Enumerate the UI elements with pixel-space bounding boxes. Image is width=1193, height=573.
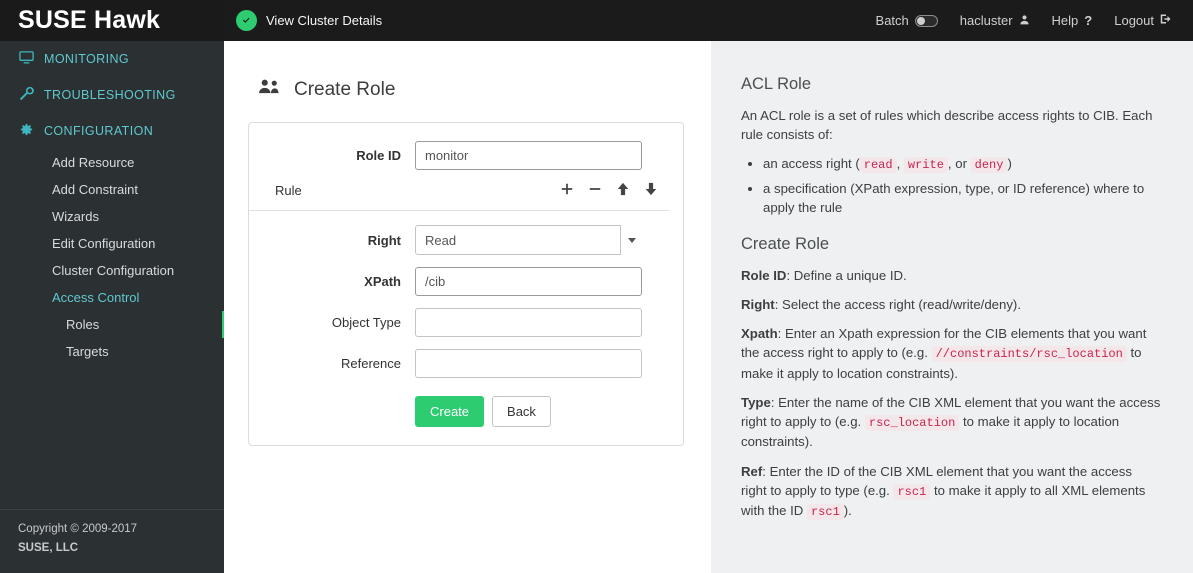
arrow-down-icon[interactable] (644, 182, 658, 198)
role-id-row (249, 141, 669, 170)
app-brand[interactable]: SUSE Hawk (18, 6, 161, 34)
form-actions (249, 396, 669, 427)
logout-button[interactable] (1103, 0, 1183, 41)
object-type-row (249, 308, 669, 337)
reference-input[interactable] (415, 349, 642, 378)
help-acl-intro: An ACL role is a set of rules which describe access rights to CIB. Each rule consists of: (741, 108, 1153, 143)
toggle-icon[interactable] (915, 15, 938, 27)
rule-row (249, 182, 669, 211)
create-button[interactable]: Create (415, 396, 484, 427)
user-menu[interactable] (949, 0, 1041, 41)
role-id-input[interactable] (415, 141, 642, 170)
minus-icon[interactable] (588, 182, 602, 198)
copyright-line: Copyright © 2009-2017 (18, 523, 138, 536)
help-acl-bullet-1 (763, 154, 1161, 174)
sidebar-section-troubleshooting-label: TROUBLESHOOTING (44, 88, 176, 102)
sidebar-section-configuration-label: CONFIGURATION (44, 124, 154, 138)
object-type-label: Object Type (331, 315, 401, 330)
xpath-input[interactable] (415, 267, 642, 296)
help-acl-list (741, 154, 1161, 217)
sidebar-section-configuration[interactable] (0, 113, 224, 149)
bullet1-prefix: an access right ( (763, 156, 860, 172)
sidebar-item-roles[interactable]: Roles (0, 311, 224, 338)
help-ref-desc-b: to make it apply to all XML elements with the ID (741, 482, 1146, 519)
help-ref-desc-c: ). (843, 503, 852, 519)
back-button[interactable]: Back (492, 396, 551, 427)
help-ref-code-1: rsc1 (893, 484, 930, 500)
help-xpath-term: Xpath (741, 326, 778, 342)
main-content (224, 41, 711, 573)
bullet1-sep1: , (896, 156, 904, 172)
sidebar-section-troubleshooting[interactable] (0, 77, 224, 113)
help-right (741, 295, 1161, 314)
user-label: hacluster (959, 13, 1013, 28)
role-id-label: Role ID (356, 148, 401, 163)
bullet1-write-code: write (904, 157, 948, 173)
logout-label: Logout (1114, 13, 1154, 28)
help-xpath-code: //constraints/rsc_location (932, 346, 1127, 362)
logout-icon (1160, 0, 1172, 41)
sidebar-item-wizards[interactable]: Wizards (52, 209, 99, 224)
page-title-label: Create Role (294, 78, 396, 100)
sidebar-section-monitoring[interactable] (0, 41, 224, 77)
batch-toggle[interactable] (865, 0, 949, 41)
right-select[interactable] (415, 225, 642, 255)
right-row (249, 225, 669, 255)
help-ref-term: Ref (741, 463, 763, 479)
help-acl-bullet-2: • a specification (XPath expression, type, or ID reference) where to apply the rule (763, 179, 1161, 217)
view-cluster-details-label: View Cluster Details (266, 13, 383, 28)
rule-label: Rule (275, 182, 302, 198)
arrow-up-icon[interactable] (616, 182, 630, 198)
question-icon: ? (1084, 13, 1093, 28)
xpath-label: XPath (364, 274, 401, 289)
bullet1-suffix: ) (1007, 156, 1012, 172)
help-menu[interactable] (1041, 0, 1104, 41)
company-line: SUSE, LLC (18, 541, 79, 554)
page-title (258, 77, 687, 102)
monitor-icon (18, 50, 34, 68)
help-roleid (741, 266, 1161, 285)
create-role-panel (248, 122, 684, 446)
xpath-row (249, 267, 669, 296)
help-panel (711, 41, 1193, 573)
sidebar-item-access-control[interactable]: Access Control (52, 290, 140, 305)
help-roleid-desc: : Define a unique ID. (786, 267, 907, 283)
help-right-desc: : Select the access right (read/write/deny). (774, 297, 1021, 313)
help-type-code: rsc_location (865, 415, 959, 431)
help-xpath-desc-b: to make it apply to location constraints). (741, 345, 1142, 381)
sidebar-item-add-resource[interactable]: Add Resource (52, 155, 135, 170)
help-xpath-desc-a: : Enter an Xpath expression for the CIB elements that you want the access right to apply to (e.g. (741, 326, 1147, 361)
help-type-desc-b: to make it apply to location constraints). (741, 414, 1120, 450)
sidebar-item-add-constraint[interactable]: Add Constraint (52, 182, 138, 197)
sidebar-footer (0, 509, 224, 573)
help-ref-code-2: rsc1 (807, 504, 844, 520)
help-label: Help (1051, 13, 1079, 28)
right-select-wrap (415, 225, 642, 255)
batch-label: Batch (875, 13, 909, 28)
reference-label: Reference (341, 356, 401, 371)
sidebar-item-targets[interactable]: Targets (66, 344, 109, 359)
help-ref (741, 462, 1161, 522)
wrench-icon (18, 86, 34, 104)
help-create-heading: Create Role (741, 234, 830, 253)
top-bar (0, 0, 1193, 41)
gear-icon (18, 122, 34, 140)
sidebar-item-edit-configuration[interactable]: Edit Configuration (52, 236, 156, 251)
sidebar-item-cluster-configuration[interactable]: Cluster Configuration (52, 263, 175, 278)
reference-row (249, 349, 669, 378)
sidebar-section-monitoring-label: MONITORING (44, 52, 130, 66)
rule-button-group (560, 182, 669, 198)
bullet1-deny-code: deny (971, 157, 1008, 173)
bullet1-read-code: read (860, 157, 897, 173)
user-icon (1019, 0, 1030, 41)
help-type-term: Type (741, 394, 771, 410)
help-roleid-term: Role ID (741, 267, 787, 283)
users-icon (258, 77, 281, 102)
right-label: Right (367, 232, 401, 248)
bullet1-sep2: , or (947, 156, 971, 172)
check-circle-icon (236, 10, 257, 31)
help-type-desc-a: : Enter the name of the CIB XML element that you want the access right to apply to (e.g. (741, 394, 1161, 430)
view-cluster-details-link[interactable] (224, 0, 396, 41)
sidebar (0, 41, 224, 573)
top-nav (865, 0, 1183, 41)
help-acl-heading: ACL Role (741, 75, 812, 93)
help-type (741, 393, 1161, 452)
plus-icon[interactable] (560, 182, 574, 198)
help-ref-desc-a: : Enter the ID of the CIB XML element that you want the access right to apply to type (e.g. (741, 463, 1132, 498)
help-xpath (741, 324, 1161, 383)
object-type-input[interactable] (415, 308, 642, 337)
help-right-term: Right (741, 297, 775, 313)
